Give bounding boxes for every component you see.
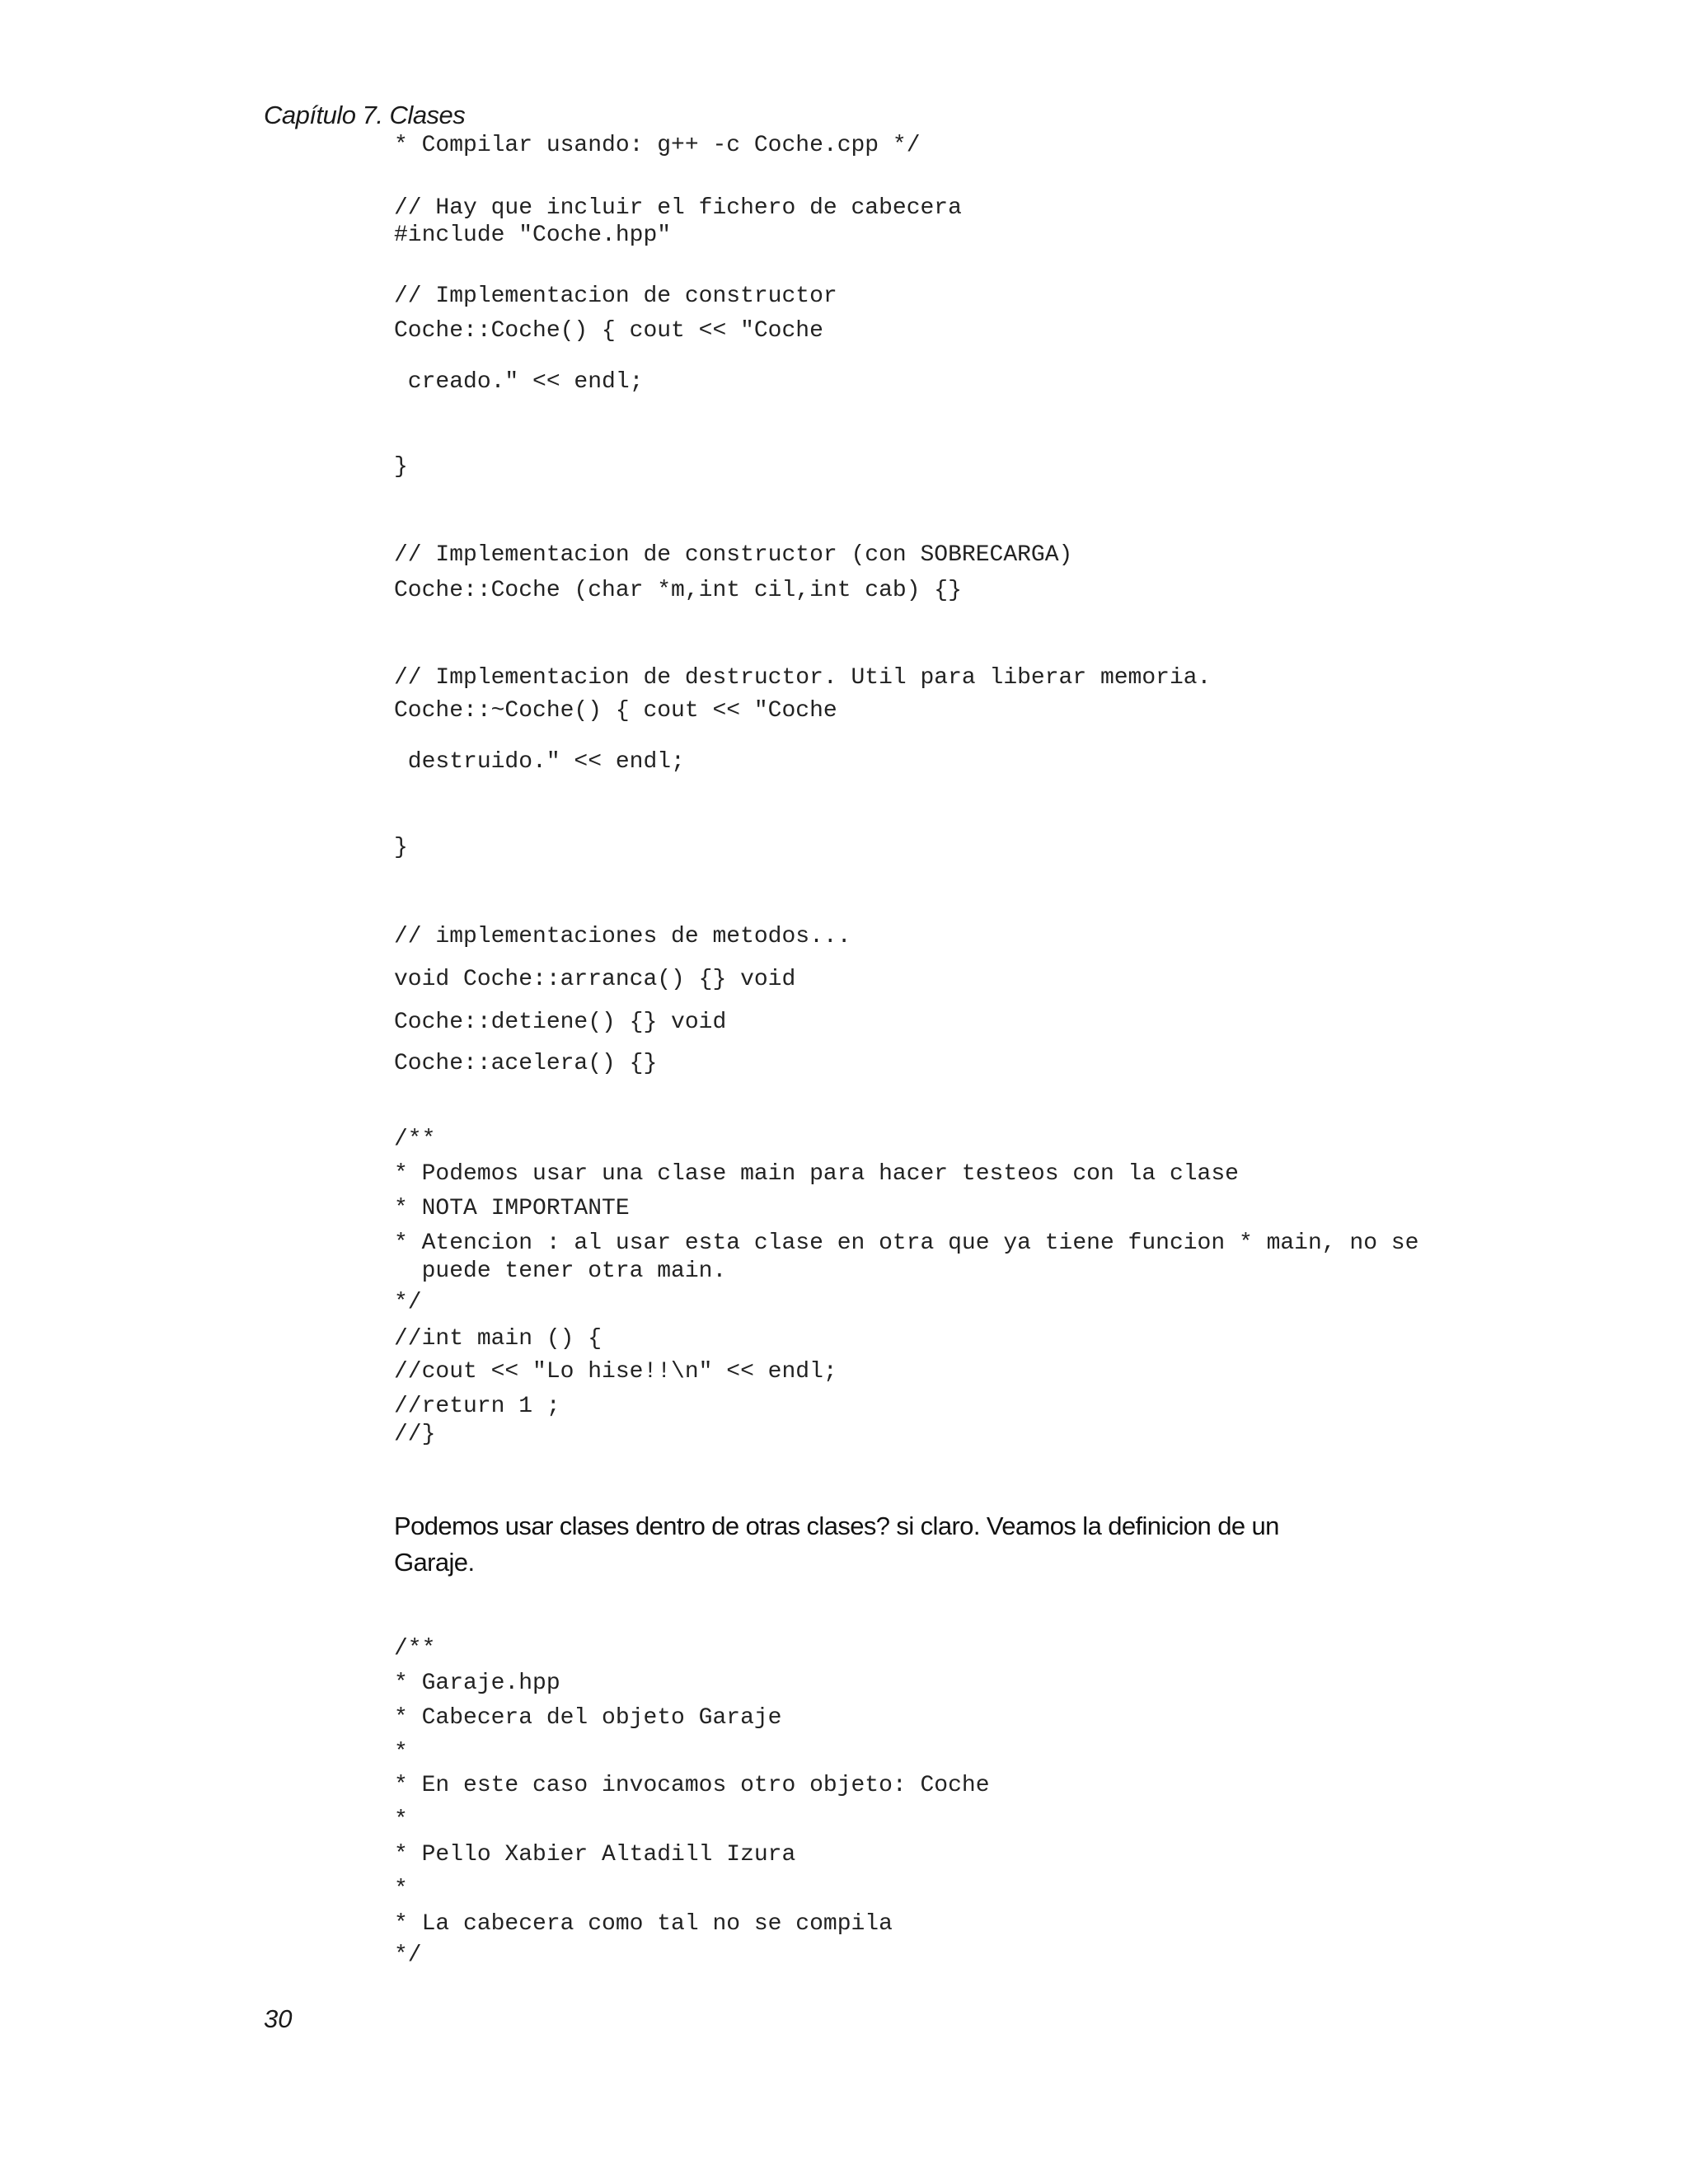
code-line: /** bbox=[394, 1636, 436, 1661]
code-line: * La cabecera como tal no se compila bbox=[394, 1911, 893, 1937]
code-line: Coche::Coche() { cout << "Coche bbox=[394, 318, 823, 344]
code-line: * NOTA IMPORTANTE bbox=[394, 1196, 630, 1221]
code-line: // Implementacion de constructor bbox=[394, 284, 837, 309]
code-line: //cout << "Lo hise!!\n" << endl; bbox=[394, 1359, 837, 1385]
code-line: * bbox=[394, 1877, 408, 1902]
code-line: * En este caso invocamos otro objeto: Coche bbox=[394, 1773, 990, 1798]
code-line: destruido." << endl; bbox=[394, 749, 685, 775]
code-line: //return 1 ; bbox=[394, 1394, 560, 1419]
code-line: #include "Coche.hpp" bbox=[394, 223, 672, 248]
code-line: Coche::~Coche() { cout << "Coche bbox=[394, 698, 837, 724]
code-line: * Compilar usando: g++ -c Coche.cpp */ bbox=[394, 133, 921, 158]
body-paragraph: Podemos usar clases dentro de otras clases? si claro. Veamos la definicion de un Garaje. bbox=[394, 1511, 1279, 1577]
code-line: Coche::detiene() {} void bbox=[394, 1010, 727, 1035]
code-line: * Atencion : al usar esta clase en otra que ya tiene funcion * main, no se bbox=[394, 1230, 1419, 1256]
code-line: Coche::acelera() {} bbox=[394, 1051, 658, 1076]
running-header: Capítulo 7. Clases bbox=[264, 101, 466, 129]
code-line: * Podemos usar una clase main para hacer testeos con la clase bbox=[394, 1161, 1239, 1187]
code-line: */ bbox=[394, 1943, 422, 1968]
code-line: } bbox=[394, 454, 408, 480]
code-line: * bbox=[394, 1807, 408, 1833]
code-line: void Coche::arranca() {} void bbox=[394, 967, 796, 992]
code-line: // Implementacion de constructor (con SOBRECARGA) bbox=[394, 542, 1073, 568]
code-line: //int main () { bbox=[394, 1326, 603, 1352]
code-line: /** bbox=[394, 1127, 436, 1152]
code-line: //} bbox=[394, 1422, 436, 1447]
code-line: // implementaciones de metodos... bbox=[394, 924, 851, 949]
code-line: } bbox=[394, 835, 408, 860]
code-line: // Hay que incluir el fichero de cabecera bbox=[394, 195, 962, 221]
code-line: puede tener otra main. bbox=[394, 1258, 727, 1284]
code-line: * Cabecera del objeto Garaje bbox=[394, 1705, 782, 1731]
code-line: creado." << endl; bbox=[394, 369, 644, 395]
code-line: Coche::Coche (char *m,int cil,int cab) {} bbox=[394, 578, 962, 603]
code-line: * bbox=[394, 1740, 408, 1765]
code-line: * Garaje.hpp bbox=[394, 1671, 560, 1696]
code-line: * Pello Xabier Altadill Izura bbox=[394, 1842, 796, 1868]
page-number: 30 bbox=[264, 2004, 293, 2033]
code-line: // Implementacion de destructor. Util para liberar memoria. bbox=[394, 665, 1212, 691]
code-line: */ bbox=[394, 1290, 422, 1315]
